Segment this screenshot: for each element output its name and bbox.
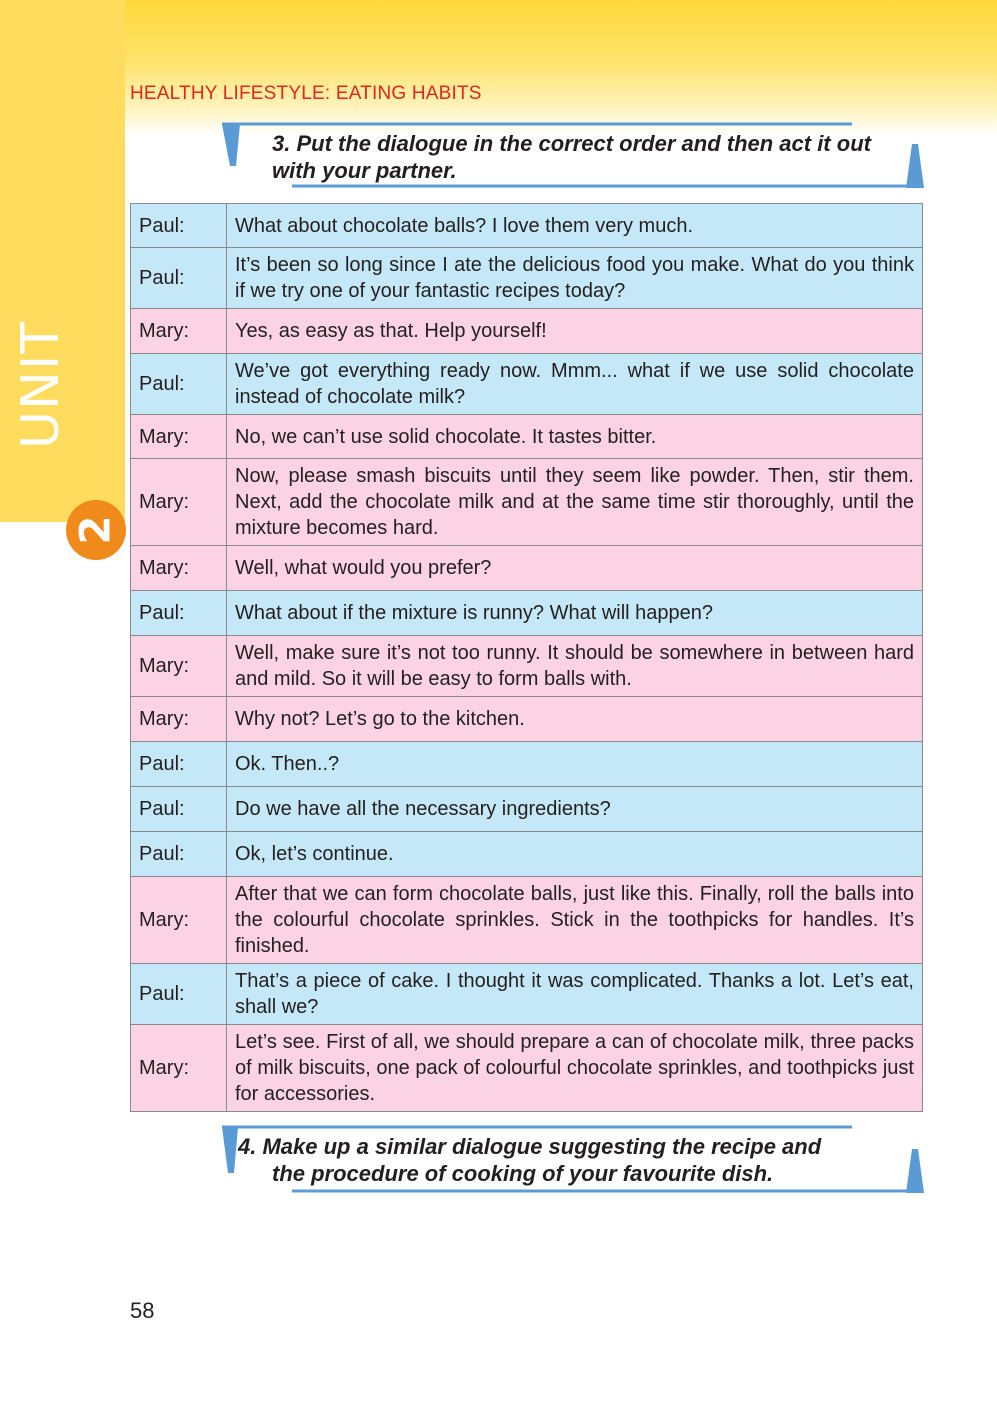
- speaker-cell: Mary:: [131, 309, 227, 354]
- section-title: HEALTHY LIFESTYLE: EATING HABITS: [130, 83, 482, 104]
- dialogue-row: [131, 877, 923, 964]
- dialogue-line-cell: Ok, let’s continue.: [227, 832, 923, 877]
- speaker-cell: Paul:: [131, 964, 227, 1025]
- dialogue-row: [131, 964, 923, 1025]
- task-3-instruction: 3. Put the dialogue in the correct order and then act it out with your partner.: [272, 131, 871, 183]
- task-3-banner: [222, 120, 924, 192]
- dialogue-line-cell: What about chocolate balls? I love them very much.: [227, 204, 923, 248]
- dialogue-row: [131, 832, 923, 877]
- dialogue-line-cell: Well, make sure it’s not too runny. It should be somewhere in between hard and mild. So it will be easy to form balls with.: [227, 636, 923, 697]
- dialogue-row: [131, 204, 923, 248]
- speaker-cell: Mary:: [131, 636, 227, 697]
- dialogue-line-cell: Why not? Let’s go to the kitchen.: [227, 697, 923, 742]
- task-4-line-2: the procedure of cooking of your favourite dish.: [272, 1161, 774, 1186]
- task-4-banner: [222, 1123, 924, 1195]
- speaker-cell: Paul:: [131, 591, 227, 636]
- unit-number-badge: [66, 500, 126, 560]
- unit-number: 2: [70, 515, 120, 545]
- dialogue-row: [131, 636, 923, 697]
- dialogue-line-cell: No, we can’t use solid chocolate. It tastes bitter.: [227, 415, 923, 459]
- speaker-cell: Paul:: [131, 787, 227, 832]
- unit-label: UNIT: [11, 320, 71, 450]
- task-4-instruction: [238, 1133, 918, 1187]
- dialogue-line-cell: It’s been so long since I ate the delicious food you make. What do you think if we try one of your fantastic recipes today?: [227, 248, 923, 309]
- dialogue-row: [131, 591, 923, 636]
- speaker-cell: Mary:: [131, 1025, 227, 1112]
- dialogue-row: [131, 697, 923, 742]
- page-number: 58: [130, 1298, 155, 1323]
- speaker-cell: Paul:: [131, 204, 227, 248]
- dialogue-line-cell: Now, please smash biscuits until they seem like powder. Then, stir them. Next, add the chocolate milk and at the same time stir thoroughly, until the mixture becomes hard.: [227, 459, 923, 546]
- speaker-cell: Paul:: [131, 832, 227, 877]
- dialogue-line-cell: Let’s see. First of all, we should prepare a can of chocolate milk, three packs of milk biscuits, one pack of colourful chocolate sprinkles, and toothpicks just for accessories.: [227, 1025, 923, 1112]
- speaker-cell: Mary:: [131, 697, 227, 742]
- dialogue-line-cell: Well, what would you prefer?: [227, 546, 923, 591]
- dialogue-line-cell: Yes, as easy as that. Help yourself!: [227, 309, 923, 354]
- speaker-cell: Mary:: [131, 877, 227, 964]
- speaker-cell: Paul:: [131, 742, 227, 787]
- dialogue-row: [131, 459, 923, 546]
- dialogue-line-cell: We’ve got everything ready now. Mmm... what if we use solid chocolate instead of chocolate milk?: [227, 354, 923, 415]
- dialogue-row: [131, 742, 923, 787]
- dialogue-line-cell: Do we have all the necessary ingredients?: [227, 787, 923, 832]
- task-4-line-1: 4. Make up a similar dialogue suggesting the recipe and: [238, 1134, 822, 1159]
- dialogue-row: [131, 248, 923, 309]
- speaker-cell: Mary:: [131, 415, 227, 459]
- dialogue-row: [131, 354, 923, 415]
- dialogue-line-cell: What about if the mixture is runny? What will happen?: [227, 591, 923, 636]
- dialogue-row: [131, 415, 923, 459]
- speaker-cell: Paul:: [131, 248, 227, 309]
- dialogue-line-cell: That’s a piece of cake. I thought it was complicated. Thanks a lot. Let’s eat, shall we?: [227, 964, 923, 1025]
- dialogue-row: [131, 309, 923, 354]
- dialogue-line-cell: After that we can form chocolate balls, just like this. Finally, roll the balls into the colourful chocolate sprinkles. Stick in the toothpicks for handles. It’s finished.: [227, 877, 923, 964]
- dialogue-row: [131, 1025, 923, 1112]
- speaker-cell: Paul:: [131, 354, 227, 415]
- speaker-cell: Mary:: [131, 459, 227, 546]
- speaker-cell: Mary:: [131, 546, 227, 591]
- dialogue-row: [131, 546, 923, 591]
- dialogue-table: [130, 203, 923, 1112]
- dialogue-line-cell: Ok. Then..?: [227, 742, 923, 787]
- dialogue-row: [131, 787, 923, 832]
- top-yellow-band: [0, 0, 997, 135]
